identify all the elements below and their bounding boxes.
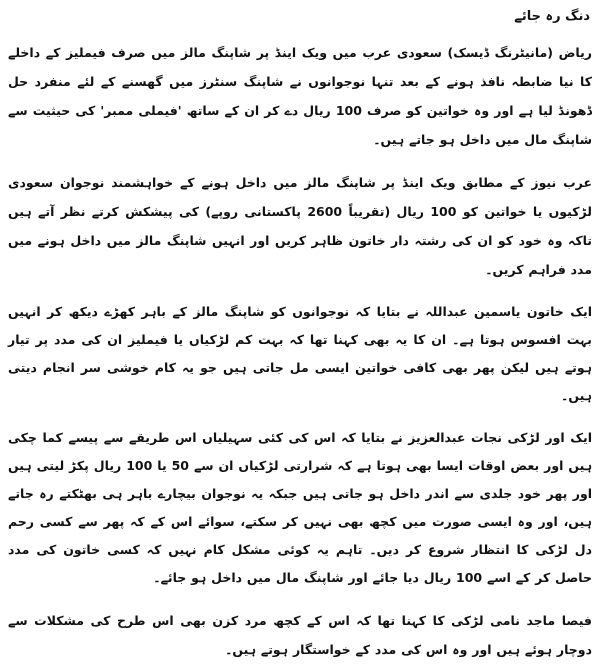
article-paragraph-5: فیصا ماجد نامی لڑکی کا کہنا تھا کہ اس کے کچھ مرد کزن بھی اس طرح کی مشکلات سے دوچار ہوئے ہیں اور وہ اس کی مدد کے خواستگار ہوتے ہیں۔ xyxy=(8,613,592,657)
article-paragraph-4: ایک اور لڑکی نجات عبدالعزیز نے بتایا کہ اس کی کئی سہیلیاں اس طریقے سے پیسے کما چکی ہیں اور بعض اوقات ایسا بھی ہوتا ہے کہ شرارتی لڑکیاں ان سے 50 یا 100 ریال پکڑ لیتی ہیں اور پھر خود جلدی سے اندر داخل ہو جاتی ہیں جبکہ یہ نوجوان بیچارے باہر ہی بھٹکتے رہ جاتے ہیں، اور وہ ایسی صورت میں کچھ بھی نہیں کر سکتے، سوائے اس کے کہ پھر سے کسی رحم دل لڑکی کا انتظار شروع کر دیں۔ تاہم یہ کوئی مشکل کام نہیں کہ کسی خاتون کی مدد حاصل کر کے اسے 100 ریال دیا جائے اور شاپنگ مال میں داخل ہو جائے۔ xyxy=(8,430,593,585)
article-paragraph-3: ایک خاتون یاسمین عبداللہ نے بتایا کہ نوجوانوں کو شاپنگ مالز کے باہر کھڑے دیکھ کر انہیں بہت افسوس ہوتا ہے۔ ان کا یہ بھی کہنا تھا کہ بہت کم لڑکیاں یا فیملیز ان کی مدد پر تیار ہوتے ہیں لیکن پھر بھی کافی خواتین ایسی مل جاتی ہیں جو یہ کام خوشی سر انجام دیتی ہیں۔ xyxy=(8,304,592,403)
article-paragraph-1: ریاض (مانیٹرنگ ڈیسک) سعودی عرب میں ویک اینڈ پر شاپنگ مالز میں صرف فیملیز کے داخلے کا نیا ضابطہ نافذ ہونے کے بعد تنہا نوجوانوں نے شاپنگ سنٹرز میں گھسنے کے لئے منفرد حل ڈھونڈ لیا ہے اور وہ خواتین کو صرف 100 ریال دے کر ان کے ساتھ 'فیملی ممبر' کی حیثیت سے شاپنگ مال میں داخل ہو جاتے ہیں۔ xyxy=(8,45,592,147)
article-paragraph-2: عرب نیوز کے مطابق ویک اینڈ پر شاپنگ مالز میں داخل ہونے کے خواہشمند نوجوان سعودی لڑکیوں یا خواتین کو 100 ریال (تقریباً 2600 پاکستانی روپے) کی پیشکش کرتے نظر آتے ہیں تاکہ وہ خود کو ان کی رشتہ دار خاتون ظاہر کریں اور انہیں شاپنگ مالز میں داخل ہونے میں مدد فراہم کریں۔ xyxy=(8,175,592,277)
article-title: دنگ رہ جائے xyxy=(514,9,590,24)
